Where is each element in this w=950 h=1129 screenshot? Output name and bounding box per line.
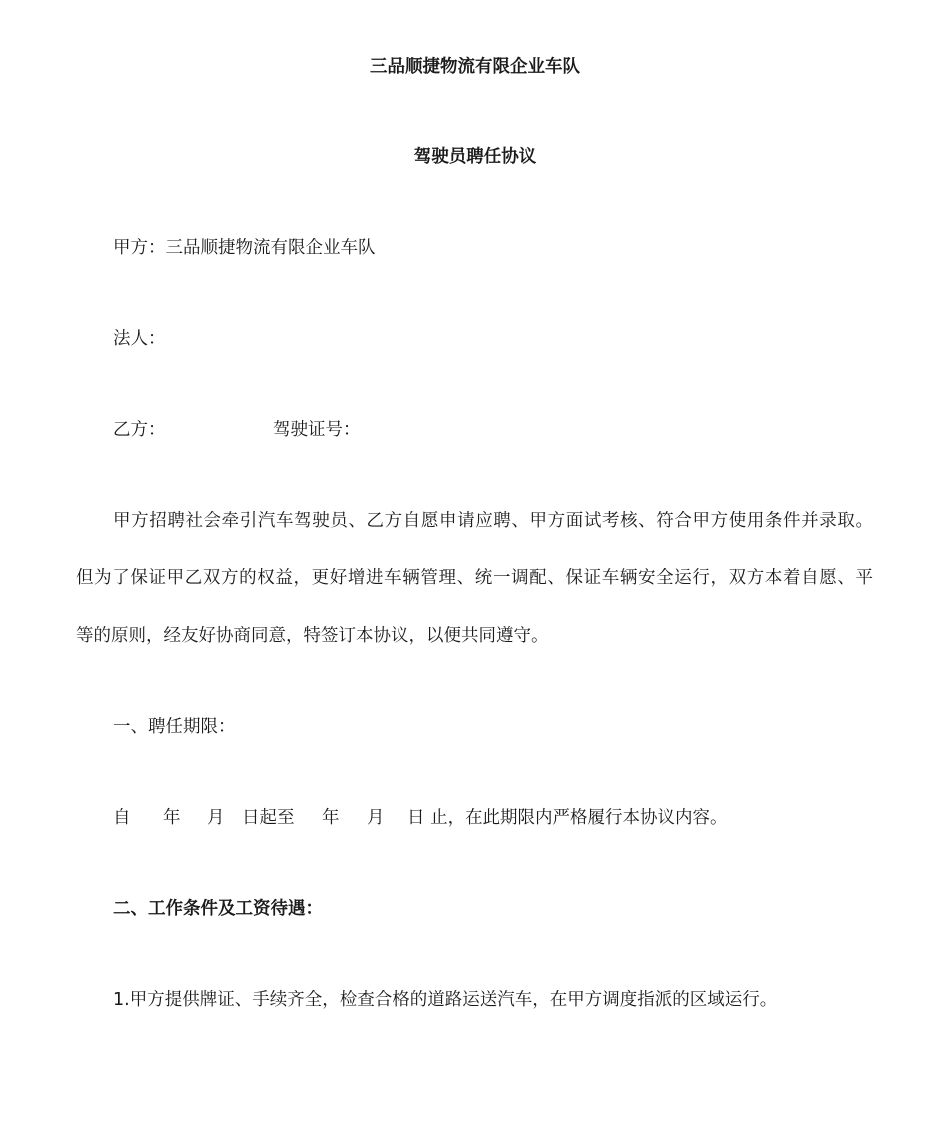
company-title: 三品顺捷物流有限企业车队 [370,57,580,77]
term-year-1: 年 [163,808,181,828]
term-from: 自 [113,808,131,828]
term-year-2: 年 [322,808,340,828]
section-1-heading: 一、聘任期限： [113,717,236,737]
section-2-heading: 二、工作条件及工资待遇： [113,899,323,919]
intro-paragraph-line-1: 甲方招聘社会牵引汽车驾驶员、乙方自愿申请应聘、甲方面试考核、符合甲方使用条件并录取。 [113,511,873,531]
agreement-title: 驾驶员聘任协议 [413,147,537,167]
term-line [113,806,813,830]
party-a-line: 甲方：三品顺捷物流有限企业车队 [113,238,376,258]
term-rest: 日 止，在此期限内严格履行本协议内容。 [407,808,728,828]
legal-person-line: 法人： [113,329,166,349]
party-b-label: 乙方： [113,420,166,440]
term-month-1: 月 [207,808,225,828]
license-number-label: 驾驶证号： [273,420,361,440]
term-month-2: 月 [367,808,385,828]
party-b-line [113,418,513,442]
intro-paragraph-line-3: 等的原则，经友好协商同意，特签订本协议，以便共同遵守。 [76,626,549,646]
intro-paragraph-line-2: 但为了保证甲乙双方的权益，更好增进车辆管理、统一调配、保证车辆安全运行，双方本着自愿、平 [76,568,873,588]
clause-1: 1.甲方提供牌证、手续齐全，检查合格的道路运送汽车，在甲方调度指派的区域运行。 [113,990,778,1010]
term-day-to: 日起至 [242,808,295,828]
